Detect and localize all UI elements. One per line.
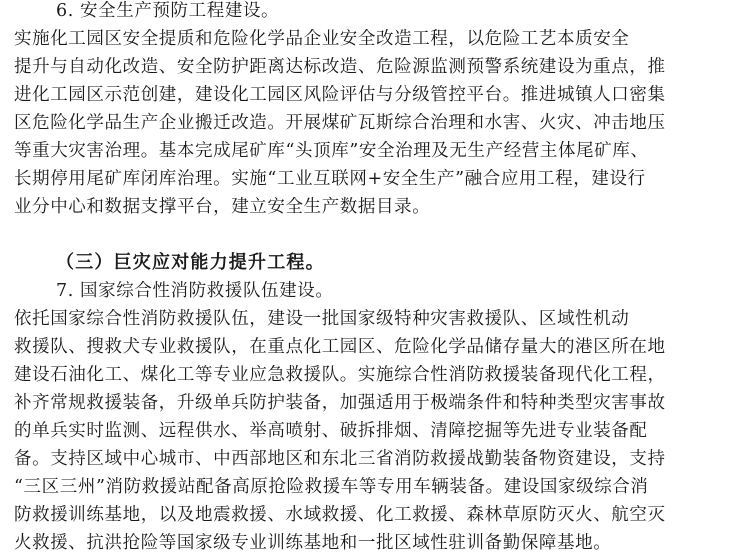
item-6-heading: 6. 安全生产预防工程建设。 bbox=[56, 1, 280, 21]
paragraph-line: 实施化工园区安全提质和危险化学品企业安全改造工程，以危险工艺本质安全 bbox=[14, 29, 630, 49]
paragraph-line: 救援队、搜救犬专业救援队，在重点化工园区、危险化学品储存量大的港区所在地 bbox=[14, 337, 666, 357]
paragraph-line: 防救援训练基地，以及地震救援、水域救援、化工救援、森林草原防灭火、航空灭 bbox=[14, 505, 666, 525]
paragraph-line: 备。支持区域中心城市、中西部地区和东北三省消防救援战勤装备物资建设，支持 bbox=[14, 449, 666, 469]
paragraph-line: 补齐常规救援装备，升级单兵防护装备，加强适用于极端条件和特种类型灾害事故 bbox=[14, 393, 666, 413]
paragraph-line: 业分中心和数据支撑平台，建立安全生产数据目录。 bbox=[14, 197, 431, 217]
paragraph-line: “三区三州”消防救援站配备高原抢险救援车等专用车辆装备。建设国家级综合消 bbox=[14, 477, 649, 497]
section-3-title: （三）巨灾应对能力提升工程。 bbox=[56, 252, 325, 273]
paragraph-line: 进化工园区示范创建，建设化工园区风险评估与分级管控平台。推进城镇人口密集 bbox=[14, 85, 666, 105]
paragraph-line: 火救援、抗洪抢险等国家级专业训练基地和一批区域性驻训备勤保障基地。 bbox=[14, 533, 612, 553]
paragraph-line: 等重大灾害治理。基本完成尾矿库“头顶库”安全治理及无生产经营主体尾矿库、 bbox=[14, 141, 649, 161]
item-7-heading: 7. 国家综合性消防救援队伍建设。 bbox=[56, 281, 334, 301]
paragraph-line: 依托国家综合性消防救援队伍，建设一批国家级特种灾害救援队、区域性机动 bbox=[14, 309, 630, 329]
paragraph-line: 提升与自动化改造、安全防护距离达标改造、危险源监测预警系统建设为重点，推 bbox=[14, 57, 666, 77]
paragraph-line: 的单兵实时监测、远程供水、举高喷射、破拆排烟、清障挖掘等先进专业装备配 bbox=[14, 421, 648, 441]
paragraph-line: 区危险化学品生产企业搬迁改造。开展煤矿瓦斯综合治理和水害、火灾、冲击地压 bbox=[14, 113, 666, 133]
paragraph-line: 建设石油化工、煤化工等专业应急救援队。实施综合性消防救援装备现代化工程， bbox=[14, 365, 666, 385]
paragraph-line: 长期停用尾矿库闭库治理。实施“工业互联网+安全生产”融合应用工程，建设行 bbox=[14, 169, 646, 189]
